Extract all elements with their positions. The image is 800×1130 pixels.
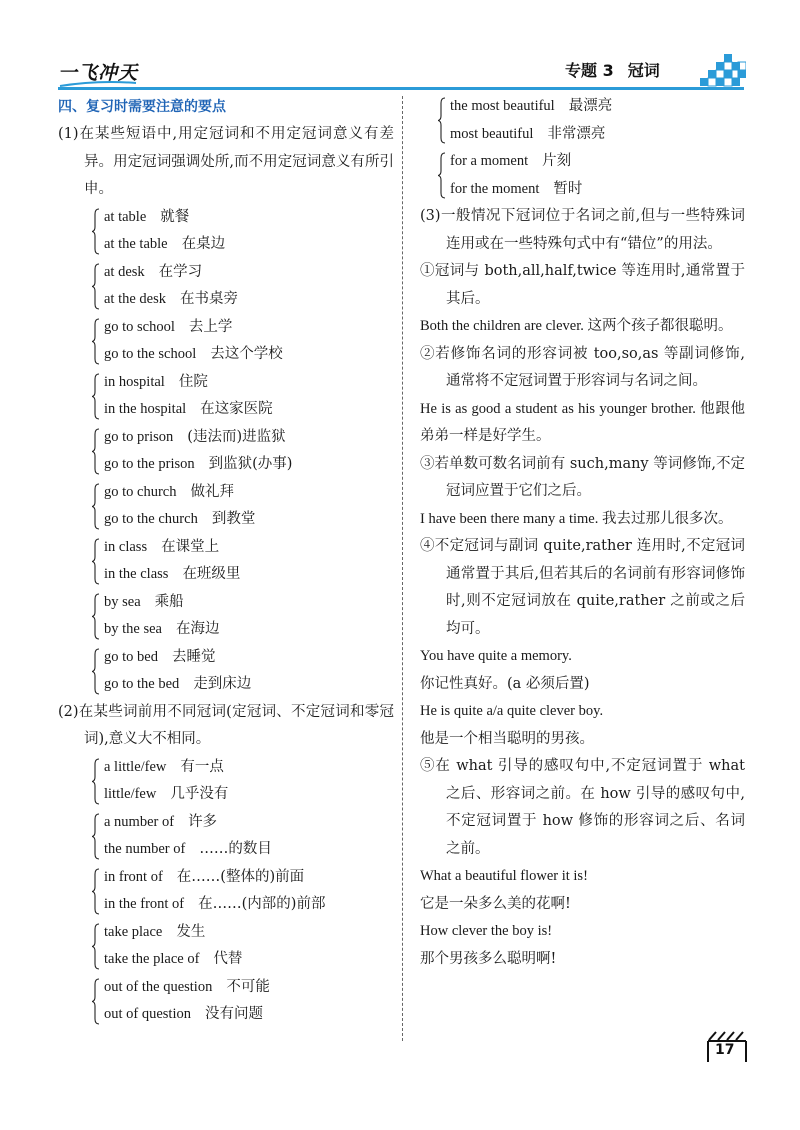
chapter-heading: [565, 58, 660, 81]
phrase-row: [104, 534, 394, 562]
phrase-english: at the desk: [104, 291, 167, 307]
phrase-row: [104, 314, 394, 342]
phrase-pair: [94, 204, 394, 259]
brace-icon: [438, 152, 446, 199]
phrase-english: go to school: [104, 318, 175, 335]
brand-logo: 一飞冲天: [58, 62, 139, 84]
phrase-chinese: 乘船: [154, 593, 184, 610]
phrase-chinese: 在这家医院: [200, 401, 273, 417]
section-title: 四、复习时需要注意的要点: [58, 99, 226, 115]
phrase-row: [104, 644, 394, 672]
brace-icon: [92, 758, 100, 805]
rule-5: ⑤在 what 引导的感叹句中,不定冠词置于 what 之后、形容词之前。在 how 引导的感叹句中,不定冠词置于 how 修饰的形容词之后、名词之前。: [420, 758, 745, 857]
phrase-english: take place: [104, 923, 163, 940]
phrase-chinese: 几乎没有: [170, 786, 229, 802]
phrase-pair: [94, 369, 394, 424]
phrase-english: by the sea: [104, 621, 162, 637]
phrase-pair: [94, 919, 394, 974]
phrase-english: for a moment: [450, 153, 529, 169]
brace-icon: [92, 813, 100, 860]
rule-5-example-1-translation: 它是一朵多么美的花啊!: [420, 895, 571, 912]
page-number: 17: [715, 1042, 735, 1058]
phrase-english: go to the school: [104, 346, 197, 362]
paragraph-3: (3)一般情况下冠词位于名词之前,但与一些特殊词连用或在一些特殊句式中有“错位”的用法。: [420, 208, 745, 252]
brace-icon: [92, 978, 100, 1025]
phrase-chinese: 去睡觉: [171, 648, 216, 665]
phrase-chinese: 就餐: [160, 208, 190, 225]
phrase-chinese: 代替: [213, 951, 243, 967]
phrase-row: [450, 93, 745, 121]
phrase-chinese: 不可能: [226, 978, 270, 995]
rule-4-example-2: He is quite a/a quite clever boy.: [420, 703, 604, 719]
rule-1: ①冠词与 both,all,half,twice 等连用时,通常置于其后。: [420, 263, 745, 307]
phrase-row: [104, 1001, 394, 1029]
phrase-english: the number of: [104, 841, 186, 857]
phrase-row: [104, 974, 394, 1002]
phrase-row: [104, 341, 394, 369]
phrase-english: in front of: [104, 868, 163, 885]
phrase-row: [104, 424, 394, 452]
phrase-chinese: 片刻: [542, 153, 572, 169]
phrase-chinese: 到监狱(办事): [208, 456, 293, 472]
phrase-english: by sea: [104, 593, 141, 610]
phrase-english: the most beautiful: [450, 98, 555, 114]
rule-2: ②若修饰名词的形容词被 too,so,as 等副词修饰,通常将不定冠词置于形容词与名词之间。: [420, 345, 745, 389]
phrase-pair: [94, 479, 394, 534]
brace-icon: [92, 923, 100, 970]
page-header: [0, 0, 800, 96]
chapter-title: 冠词: [627, 61, 660, 80]
phrase-pair: [94, 754, 394, 809]
phrase-chinese: 发生: [176, 923, 206, 940]
phrase-pair: [94, 864, 394, 919]
phrase-row: [450, 148, 745, 176]
phrase-english: at desk: [104, 263, 145, 280]
phrase-pair: [94, 644, 394, 699]
phrase-english: go to bed: [104, 648, 158, 665]
phrase-pair: [94, 314, 394, 369]
brace-icon: [92, 593, 100, 640]
phrase-pair: [94, 424, 394, 479]
phrase-chinese: 在书桌旁: [180, 291, 239, 307]
brace-icon: [438, 97, 446, 144]
brace-icon: [92, 318, 100, 365]
phrase-english: in class: [104, 538, 148, 555]
phrase-chinese: 去这个学校: [210, 346, 283, 362]
brace-icon: [92, 373, 100, 420]
phrase-chinese: 没有问题: [205, 1006, 263, 1022]
phrase-english: in the hospital: [104, 401, 187, 417]
phrase-english: a number of: [104, 813, 175, 830]
phrase-pairs-1: [58, 204, 394, 699]
phrase-english: go to the bed: [104, 676, 180, 692]
phrase-row: [104, 286, 394, 314]
phrase-row: [104, 671, 394, 699]
phrase-chinese: 暂时: [553, 180, 583, 197]
phrase-row: [104, 836, 394, 864]
phrase-chinese: 走到床边: [193, 676, 252, 692]
phrase-row: [104, 809, 394, 837]
page-number-badge: [706, 1030, 750, 1068]
phrase-row: [450, 176, 745, 204]
brace-icon: [92, 648, 100, 695]
brace-icon: [92, 868, 100, 915]
phrase-chinese: (违法而)进监狱: [187, 428, 286, 445]
phrase-row: [104, 204, 394, 232]
brace-icon: [92, 428, 100, 475]
phrase-english: at table: [104, 208, 147, 225]
phrase-chinese: 非常漂亮: [547, 125, 606, 142]
rule-4-example-1: You have quite a memory.: [420, 648, 572, 664]
rule-3-example: I have been there many a time. 我去过那儿很多次。: [420, 510, 733, 527]
phrase-row: [104, 754, 394, 782]
phrase-english: in the front of: [104, 896, 185, 912]
phrase-english: out of the question: [104, 978, 213, 995]
phrase-pair: [94, 259, 394, 314]
column-divider: [402, 96, 403, 1041]
phrase-row: [104, 506, 394, 534]
phrase-row: [104, 396, 394, 424]
phrase-chinese: 去上学: [188, 318, 233, 335]
phrase-row: [104, 919, 394, 947]
right-column: [420, 95, 745, 973]
phrase-english: out of question: [104, 1006, 191, 1022]
phrase-row: [104, 561, 394, 589]
phrase-chinese: 在海边: [175, 621, 220, 637]
left-column: [58, 95, 394, 1029]
phrase-english: go to the church: [104, 511, 198, 527]
phrase-chinese: 到教堂: [211, 511, 256, 527]
phrase-chinese: 在班级里: [182, 566, 241, 582]
phrase-chinese: 有一点: [180, 758, 224, 775]
rule-1-example: Both the children are clever. 这两个孩子都很聪明。: [420, 318, 733, 334]
phrase-chinese: 在学习: [158, 263, 203, 280]
rule-5-example-2-translation: 那个男孩多么聪明啊!: [420, 950, 557, 967]
phrase-pair: [440, 148, 745, 203]
phrase-row: [450, 121, 745, 149]
brace-icon: [92, 208, 100, 255]
phrase-english: little/few: [104, 786, 157, 802]
phrase-pairs-2: [58, 754, 394, 1029]
brace-icon: [92, 263, 100, 310]
header-rule: [58, 87, 744, 90]
phrase-chinese: 在……(整体的)前面: [176, 868, 305, 885]
phrase-chinese: 许多: [188, 813, 218, 830]
phrase-english: take the place of: [104, 951, 200, 967]
phrase-english: in the class: [104, 566, 169, 582]
paragraph-2: (2)在某些词前用不同冠词(定冠词、不定冠词和零冠词),意义大不相同。: [58, 703, 394, 747]
phrase-english: at the table: [104, 236, 168, 252]
phrase-english: in hospital: [104, 373, 165, 390]
phrase-english: go to the prison: [104, 456, 195, 472]
phrase-row: [104, 231, 394, 259]
chapter-label: 专题 3: [565, 61, 614, 80]
phrase-row: [104, 781, 394, 809]
phrase-pair: [94, 589, 394, 644]
rule-4: ④不定冠词与副词 quite,rather 连用时,不定冠词通常置于其后,但若其后的名词前有形容词修饰时,则不定冠词放在 quite,rather 之前或之后均可。: [420, 538, 745, 637]
rule-2-example: He is as good a student as his younger brother. 他跟他弟弟一样是好学生。: [420, 400, 745, 444]
rule-5-example-2: How clever the boy is!: [420, 923, 553, 939]
phrase-pair: [94, 974, 394, 1029]
phrase-chinese: 在课堂上: [161, 538, 220, 555]
phrase-english: go to prison: [104, 428, 174, 445]
phrase-pair: [94, 809, 394, 864]
rule-5-example-1: What a beautiful flower it is!: [420, 868, 588, 884]
phrase-english: a little/few: [104, 758, 167, 775]
brace-icon: [92, 483, 100, 530]
phrase-row: [104, 589, 394, 617]
phrase-row: [104, 451, 394, 479]
rule-4-example-1-translation: 你记性真好。(a 必须后置): [420, 675, 590, 692]
phrase-english: most beautiful: [450, 125, 534, 142]
phrase-row: [104, 891, 394, 919]
phrase-row: [104, 259, 394, 287]
phrase-chinese: 最漂亮: [568, 98, 613, 114]
phrase-chinese: 在桌边: [181, 236, 226, 252]
phrase-row: [104, 479, 394, 507]
phrase-row: [104, 864, 394, 892]
phrase-row: [104, 946, 394, 974]
phrase-chinese: ……的数目: [199, 841, 272, 857]
phrase-row: [104, 369, 394, 397]
phrase-chinese: 在……(内部的)前部: [198, 896, 326, 912]
paragraph-1: (1)在某些短语中,用定冠词和不用定冠词意义有差异。用定冠词强调处所,而不用定冠词意义有所引申。: [58, 126, 394, 197]
checker-grid-icon: [700, 52, 746, 88]
phrase-pair: [94, 534, 394, 589]
phrase-pair: [440, 93, 745, 148]
phrase-pairs-right: [420, 93, 745, 203]
phrase-english: go to church: [104, 483, 177, 500]
phrase-chinese: 做礼拜: [190, 483, 234, 500]
rule-4-example-2-translation: 他是一个相当聪明的男孩。: [420, 730, 594, 747]
phrase-row: [104, 616, 394, 644]
phrase-chinese: 住院: [178, 373, 208, 390]
phrase-english: for the moment: [450, 180, 540, 197]
brace-icon: [92, 538, 100, 585]
rule-3: ③若单数可数名词前有 such,many 等词修饰,不定冠词应置于它们之后。: [420, 455, 745, 499]
